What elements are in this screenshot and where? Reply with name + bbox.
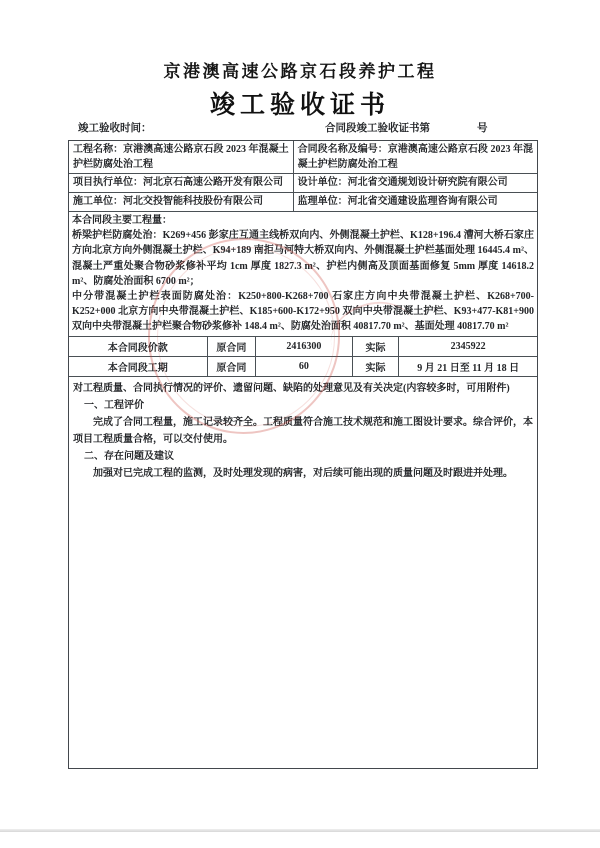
- cell-duration-actual-label: 实际: [353, 357, 400, 376]
- project-title: 京港澳高速公路京石段养护工程: [163, 62, 437, 81]
- cell-evaluation: [69, 377, 537, 768]
- cell-price-actual-value: 2345922: [450, 340, 486, 352]
- evaluation-section2-body: 加强对已完成工程的监测，及时处理发现的病害，对后续可能出现的质量问题及时跟进并处理。: [93, 467, 513, 479]
- table-row-executing-unit: [69, 174, 537, 193]
- acceptance-time-label: 竣工验收时间：: [78, 123, 152, 134]
- evaluation-section1-title: 一、工程评价: [84, 399, 144, 411]
- certificate-number-suffix: 号: [477, 123, 488, 134]
- meta-row: [68, 120, 538, 136]
- cell-design-unit: 设计单位：河北省交通规划设计研究院有限公司: [297, 177, 508, 188]
- cell-price-actual-label: 实际: [353, 337, 400, 356]
- cell-duration-original-label: 原合同: [208, 357, 257, 376]
- cell-contract-section-name: 合同段名称及编号：京港澳高速公路京石段 2023 年混凝土护栏防腐处治工程: [297, 144, 533, 170]
- cell-duration-label: 本合同段工期: [69, 357, 208, 376]
- table-row-construction-unit: [69, 193, 537, 212]
- scan-bottom-edge: [0, 829, 600, 832]
- cell-duration-actual-value: 9 月 21 日至 11 月 18 日: [417, 362, 520, 374]
- evaluation-section2-title: 二、存在问题及建议: [84, 450, 174, 462]
- certificate-title: 竣工验收证书: [209, 92, 390, 119]
- quantities-heading: 本合同段主要工程量：: [72, 215, 172, 226]
- cell-price-label: 本合同段价款: [69, 337, 208, 356]
- red-seal-ring-ghost-icon: [157, 247, 335, 427]
- cell-price-original-value: 2416300: [256, 337, 352, 356]
- quantities-paragraph-median: 中分带混凝土护栏表面防腐处治：K250+800-K268+700 石家庄方向中央带混凝土护栏、K268+700-K252+000 北京方向中央带混凝土护栏、K185+600-K172+950 双向中央带混凝土护栏、K93+477-K81+900 双向中央带混凝土护栏聚合物砂浆修补 148.4 m²、防腐处治面积 40817.70 m²、基面处理 40817.70 m²: [72, 291, 534, 333]
- certificate-number-line: [325, 120, 488, 135]
- cell-price-original-label: 原合同: [208, 337, 257, 356]
- cell-duration-original-value: 60: [256, 357, 352, 376]
- certificate-table: [68, 140, 538, 769]
- cell-executing-unit: 项目执行单位：河北京石高速公路开发有限公司: [69, 174, 294, 192]
- evaluation-header: 对工程质量、合同执行情况的评价、遗留问题、缺陷的处理意见及有关决定(内容较多时，可用附件): [73, 382, 510, 394]
- certificate-number-prefix: 合同段竣工验收证书第: [325, 123, 430, 134]
- evaluation-section1-body: 完成了合同工程量，施工记录较齐全。工程质量符合施工技术规范和施工图设计要求。综合评价，本项目工程质量合格，可以交付使用。: [73, 416, 533, 445]
- quantities-paragraph-bridge: 桥梁护栏防腐处治：K269+456 彭家庄互通主线桥双向内、外侧混凝土护栏、K128+196.4 漕河大桥石家庄方向北京方向外侧混凝土护栏、K94+189 南拒马河特大桥双向内、外侧混凝土护栏基面处理 16445.4 m²、混凝土严重处聚合物砂浆修补平均 1cm 厚度 1827.3 m²、护栏内侧高及顶面基面修复 5mm 厚度 14618.2 m²、防腐处治面积 6700 m²；: [72, 230, 534, 287]
- cell-supervision-unit: 监理单位：河北省交通建设监理咨询有限公司: [297, 196, 498, 207]
- cell-project-name: 工程名称：京港澳高速公路京石段 2023 年混凝土护栏防腐处治工程: [69, 141, 294, 173]
- cell-construction-unit: 施工单位：河北交投智能科技股份有限公司: [69, 193, 294, 211]
- table-row-project-name: [69, 141, 537, 174]
